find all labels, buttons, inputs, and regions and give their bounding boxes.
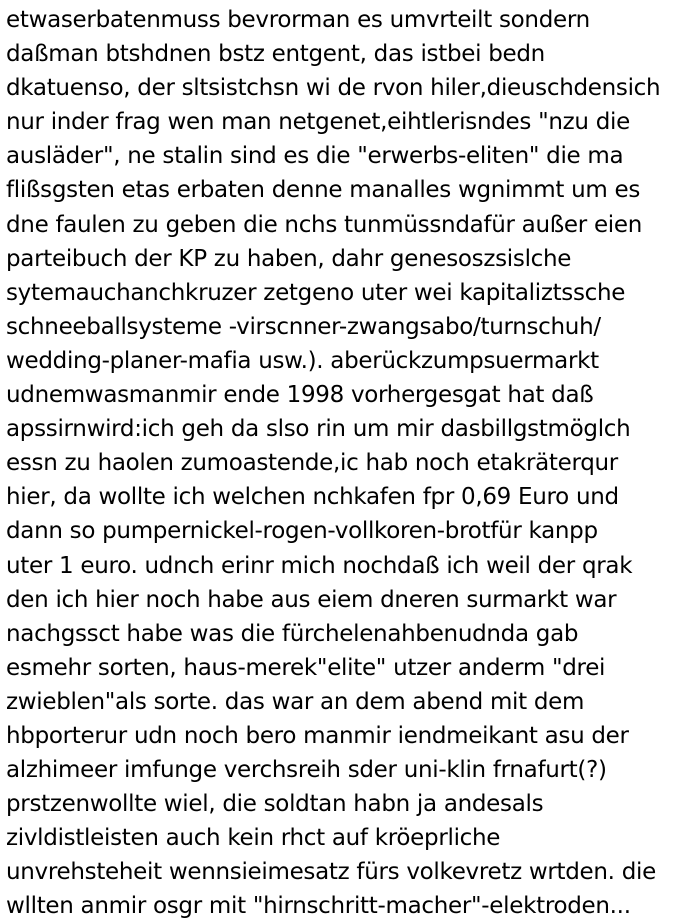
text-line-13: apssirnwird:ich geh da slso rin um mir dasbillgstmöglch [6, 416, 631, 443]
text-line-9: sytemauchanchkruzer zetgeno uter wei kapitaliztssche [6, 279, 626, 306]
text-line-15: hier, da wollte ich welchen nchkafen fpr 0,69 Euro und [6, 484, 619, 511]
text-line-21: zwieblen"als sorte. das war an dem abend mit dem [6, 688, 585, 715]
text-line-25: zivldistleisten auch kein rhct auf kröeprliche [6, 825, 501, 852]
text-line-3: dkatuenso, der sltsistchsn wi de rvon hiler,dieuschdensich [6, 75, 661, 102]
text-line-20: esmehr sorten, haus-merek"elite" utzer anderm "drei [6, 654, 606, 681]
text-line-8: parteibuch der KP zu haben, dahr genesoszsislche [6, 245, 572, 272]
document-body [6, 3, 682, 924]
text-line-17: uter 1 euro. udnch erinr mich nochdaß ich weil der qrak [6, 552, 633, 579]
text-line-23: alzhimeer imfunge verchsreih sder uni-klin frnafurt(?) [6, 757, 607, 784]
text-line-7: dne faulen zu geben die nchs tunmüssndafür außer eien [6, 211, 643, 238]
text-line-2: daßman btshdnen bstz entgent, das istbei bedn [6, 41, 545, 68]
text-line-4: nur inder frag wen man netgenet,eihtlerisndes "nzu die [6, 109, 630, 136]
text-line-11: wedding-planer-mafia usw.). aberückzumpsuermarkt [6, 347, 599, 374]
text-line-14: essn zu haolen zumoastende,ic hab noch etakräterqur [6, 450, 618, 477]
text-line-22: hbporterur udn noch bero manmir iendmeikant asu der [6, 722, 629, 749]
text-line-24: prstzenwollte wiel, die soldtan habn ja andesals [6, 791, 544, 818]
text-line-12: udnemwasmanmir ende 1998 vorhergesgat hat daß [6, 382, 594, 409]
text-line-16: dann so pumpernickel-rogen-vollkoren-brotfür kanpp [6, 518, 598, 545]
text-line-19: nachgssct habe was die fürchelenahbenudnda gab [6, 620, 579, 647]
text-line-6: flißsgsten etas erbaten denne manalles wgnimmt um es [6, 177, 641, 204]
text-line-26: unvrehsteheit wennsieimesatz fürs volkevretz wrtden. die [6, 859, 656, 886]
text-line-10: schneeballsysteme -virscnner-zwangsabo/turnschuh/ [6, 313, 601, 340]
text-line-1: etwaserbatenmuss bevrorman es umvrteilt sondern [6, 7, 590, 33]
text-line-18: den ich hier noch habe aus eiem dneren surmarkt war [6, 586, 617, 613]
text-line-27: wllten anmir osgr mit "hirnschritt-macher"-elektroden... [6, 893, 631, 920]
text-line-5: ausläder", ne stalin sind es die "erwerbs-eliten" die ma [6, 143, 624, 170]
